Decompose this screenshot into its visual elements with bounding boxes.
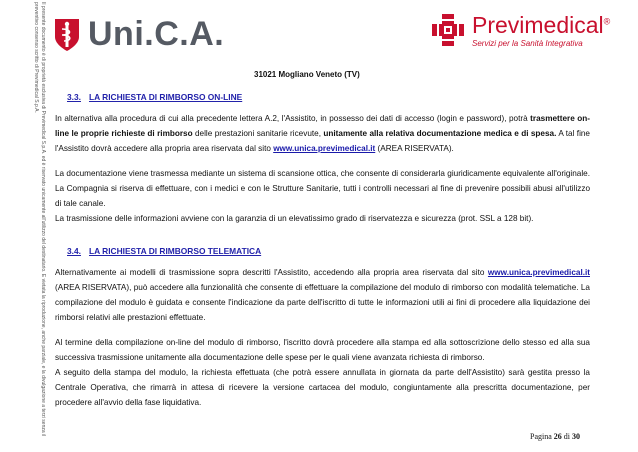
section-3-3-paragraph-1: In alternativa alla procedura di cui alla precedente lettera A.2, l'Assistito, in possesso dei dati di accesso (login e password), potrà trasmettere on-line le proprie richieste di rimborso delle prestazioni sanitarie ricevute, unitamente alla relativa documentazione medica e di spesa. A tal fine l'Assistito dovrà accedere alla propria area riservata dal sito www.unica.previmedical.it (AREA RISERVATA). [55, 114, 591, 153]
section-3-3-title: 3.3. LA RICHIESTA DI RIMBORSO ON-LINE [67, 92, 243, 102]
unica-logo [52, 15, 224, 54]
document-body [55, 90, 590, 410]
unica-emblem-icon [52, 17, 82, 53]
previmedical-cross-icon [430, 12, 466, 48]
section-3-3-paragraph-3: La trasmissione delle informazioni avviene con la garanzia di un elevatissimo grado di riservatezza e sicurezza (prot. SSL a 128 bit). [55, 214, 534, 223]
address-line: 31021 Mogliano Veneto (TV) [254, 70, 360, 79]
previmedical-tagline: Servizi per la Sanità Integrativa [472, 39, 583, 48]
unica-logo-text: Uni.C.A. [88, 15, 225, 53]
section-3-4-paragraph-1: Alternativamente ai modelli di trasmissione sopra descritti l'Assistito, accedendo alla propria area riservata dal sito www.unica.previmedical.it (AREA RISERVATA), può accedere alla funzionalità che consente di effettuare la compilazione del modulo di rimborso con modalità telematiche. La compilazione del modulo è guidata e consente l'indicazione da parte dell'iscritto di tutte le informazioni utili ai fini di procedere alla liquidazione dei rimborsi relativi alle prestazioni effettuate. [55, 268, 590, 322]
previmedical-logo-text: Previmedical® [472, 12, 611, 38]
section-3-4-title: 3.4. LA RICHIESTA DI RIMBORSO TELEMATICA [67, 246, 262, 256]
unica-site-link-1[interactable]: www.unica.previmedical.it [273, 144, 376, 153]
unica-site-link-2[interactable]: www.unica.previmedical.it [487, 268, 590, 277]
section-3-4-paragraph-2: Al termine della compilazione on-line del modulo di rimborso, l'iscritto dovrà procedere alla stampa ed alla sottoscrizione dello stesso ed alla sua successiva trasmissione unitamente alla documentazione delle spese per le quali viene avanzata richiesta di rimborso. [55, 338, 590, 362]
page-number: Pagina 26 di 30 [530, 432, 581, 441]
sidebar-legal-note [2, 2, 46, 442]
previmedical-logo [430, 12, 620, 52]
sidebar-legal-note-text: Il presente documento è di proprietà esclusiva di Previmedical S.p.A. ed è riservato unicamente all'utilizzo del destinatario. È vietata la riproduzione, anche parziale, e la divulgazione a terzi senza il preventivo consenso scritto di Previmedical S.p.A. [33, 2, 46, 437]
section-3-4-paragraph-3: A seguito della stampa del modulo, la richiesta effettuata (che potrà essere annullata in giornata da parte dell'Assistito) sarà gestita presso la Centrale Operativa, che rimarrà in attesa di ricevere la versione cartacea del modulo, congiuntamente alla prescritta documentazione, per procedere all'avvio della fase liquidativa. [55, 368, 590, 407]
section-3-3-paragraph-2: La documentazione viene trasmessa mediante un sistema di scansione ottica, che consente di considerarla giuridicamente equivalente all'originale. La Compagnia si riserva di effettuare, con i medici e con le Strutture Sanitarie, tutti i controlli necessari al fine di prevenire possibili abusi all'utilizzo di tale canale. [55, 169, 590, 208]
